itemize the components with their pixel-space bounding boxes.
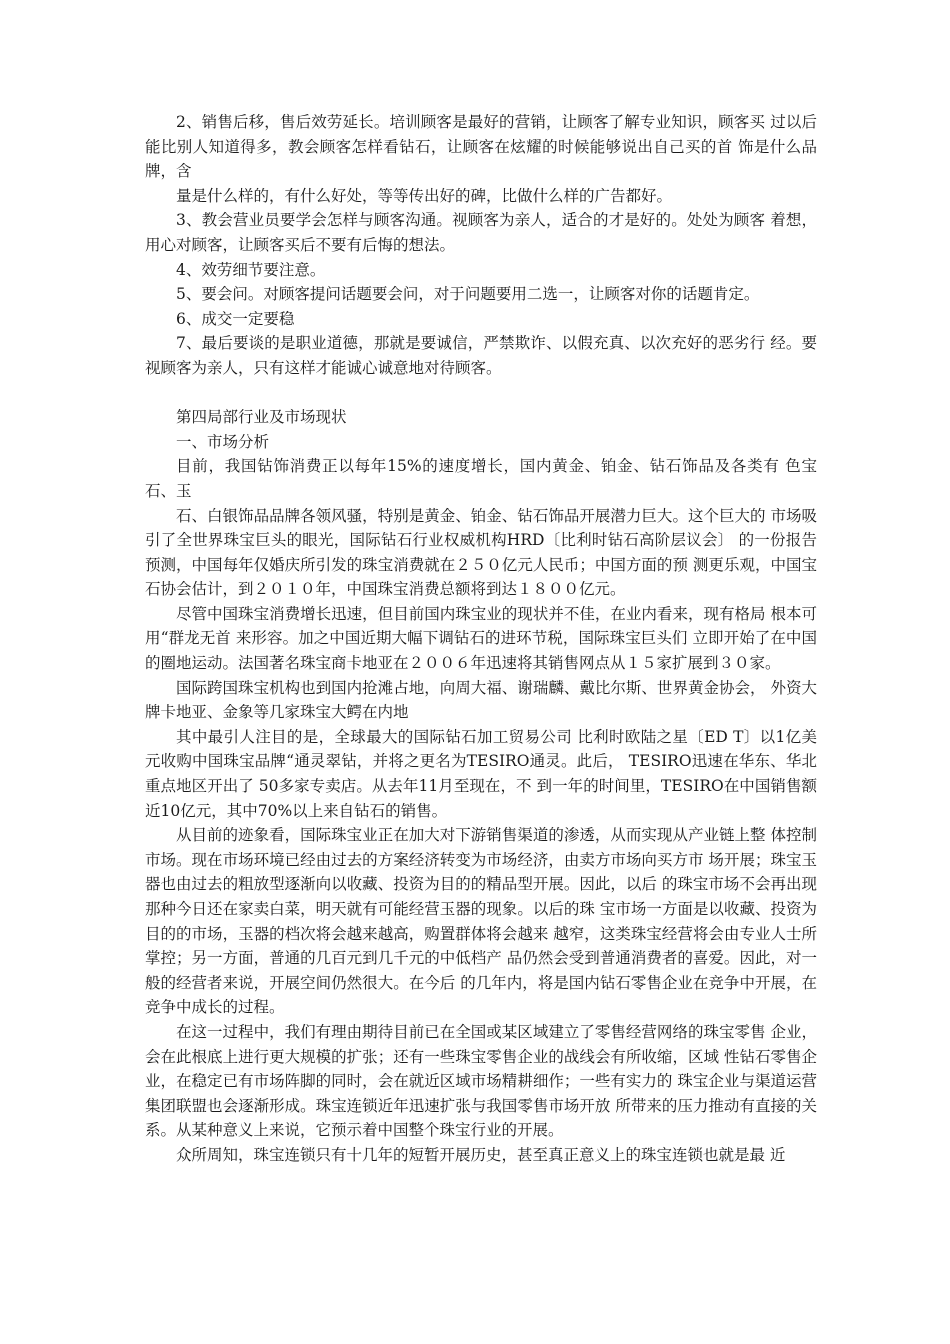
paragraph-market-potential: 石、白银饰品品牌各领风骚，特别是黄金、铂金、钻石饰品开展潜力巨大。这个巨大的 市场吸引了全世界珠宝巨头的眼光，国际钻石行业权威机构HRD〔比利时钻石高阶层议会〕 的一份报告预测，中国每年仅婚庆所引发的珠宝消费就在２５０亿元人民币；中国方面的预 测更乐观，中国宝石协会估计，到２０１０年，中国珠宝消费总额将到达１８００亿元。 xyxy=(145,506,817,599)
paragraph-tesiro: 其中最引人注目的是，全球最大的国际钻石加工贸易公司 比利时欧陆之星〔ED T〕以1亿美元收购中国珠宝品牌“通灵翠钻，并将之更名为TESIRO通灵。此后， TESIRO迅速在华东、华北重点地区开出了 50多家专卖店。从去年11月至现在，不 到一年的时间里，TESIRO在中国销售额近10亿元，其中70%以上来自钻石的销售。 xyxy=(145,727,817,820)
paragraph-ask-questions: 5、要会问。对顾客提问话题要会问，对于问题要用二选一，让顾客对你的话题肯定。 xyxy=(176,285,760,304)
paragraph-communication: 3、教会营业员要学会怎样与顾客沟通。视顾客为亲人，适合的才是好的。处处为顾客 着想，用心对顾客，让顾客买后不要有后悔的想法。 xyxy=(145,211,817,254)
paragraph-foreign-entry: 国际跨国珠宝机构也到国内抢滩占地，向周大福、谢瑞麟、戴比尔斯、世界黄金协会， 外资大牌卡地亚、金象等几家珠宝大鳄在内地 xyxy=(145,678,817,722)
paragraph-market-trend: 从目前的迹象看，国际珠宝业正在加大对下游销售渠道的渗透，从而实现从产业链上整 体控制市场。现在市场环境已经由过去的方案经济转变为市场经济，由卖方市场向买方市 场开展；珠宝玉器也由过去的粗放型逐渐向以收藏、投资为目的的精品型开展。因此，以后 的珠宝市场不会再出现那种今日还在家卖白菜，明天就有可能经营玉器的现象。以后的珠 宝市场一方面是以收藏、投资为目的的市场，玉器的档次将会越来越高，购置群体将会越来 越窄，这类珠宝经营将会由专业人士所掌控；另一方面，普通的几百元到几千元的中低档产 品仍然会受到普通消费者的喜爱。因此，对一般的经营者来说，开展空间仍然很大。在今后 的几年内，将是国内钻石零售企业在竞争中开展，在竞争中成长的过程。 xyxy=(145,826,817,1017)
paragraph-industry-status: 尽管中国珠宝消费增长迅速，但目前国内珠宝业的现状并不佳，在业内看来，现有格局 根本可用“群龙无首 来形容。加之中国近期大幅下调钻石的进环节税，国际珠宝巨头们 立即开始了在中国的圈地运动。法国著名珠宝商卡地亚在２００６年迅速将其销售网点从１５家扩展到３０家。 xyxy=(145,604,818,673)
paragraph-after-sales-continued: 量是什么样的，有什么好处，等等传出好的碑，比做什么样的广告都好。 xyxy=(176,186,673,205)
paragraph-service-detail: 4、效劳细节要注意。 xyxy=(176,260,326,279)
paragraph-consumption-growth: 目前，我国钻饰消费正以每年15%的速度增长，国内黄金、铂金、钻石饰品及各类有 色宝石、玉 xyxy=(145,457,817,500)
section-gap xyxy=(145,381,817,406)
paragraph-close-deal: 6、成交一定要稳 xyxy=(176,309,295,328)
section-title: 第四局部行业及市场现状 xyxy=(176,408,347,427)
document-body xyxy=(145,110,817,1168)
paragraph-chain-history: 众所周知，珠宝连锁只有十几年的短暂开展历史，甚至真正意义上的珠宝连锁也就是最 近 xyxy=(176,1145,786,1164)
paragraph-ethics: 7、最后要谈的是职业道德，那就是要诚信，严禁欺诈、以假充真、以次充好的恶劣行 经。要视顾客为亲人，只有这样才能诚心诚意地对待顾客。 xyxy=(145,334,817,377)
paragraph-after-sales: 2、销售后移，售后效劳延长。培训顾客是最好的营销，让顾客了解专业知识，顾客买 过以后能比别人知道得多，教会顾客怎样看钻石，让顾客在炫耀的时候能够说出自己买的首 饰是什么品牌，含 xyxy=(145,113,817,181)
subsection-title: 一、市场分析 xyxy=(176,432,270,451)
paragraph-expansion: 在这一过程中，我们有理由期待目前已在全国或某区域建立了零售经营网络的珠宝零售 企业，会在此根底上进行更大规模的扩张；还有一些珠宝零售企业的战线会有所收缩，区域 性钻石零售企业，在稳定已有市场阵脚的同时，会在就近区域市场精耕细作；一些有实力的 珠宝企业与渠道运营集团联盟也会逐渐形成。珠宝连锁近年迅速扩张与我国零售市场开放 所带来的压力推动有直接的关系。从某种意义上来说，它预示着中国整个珠宝行业的开展。 xyxy=(145,1022,817,1140)
